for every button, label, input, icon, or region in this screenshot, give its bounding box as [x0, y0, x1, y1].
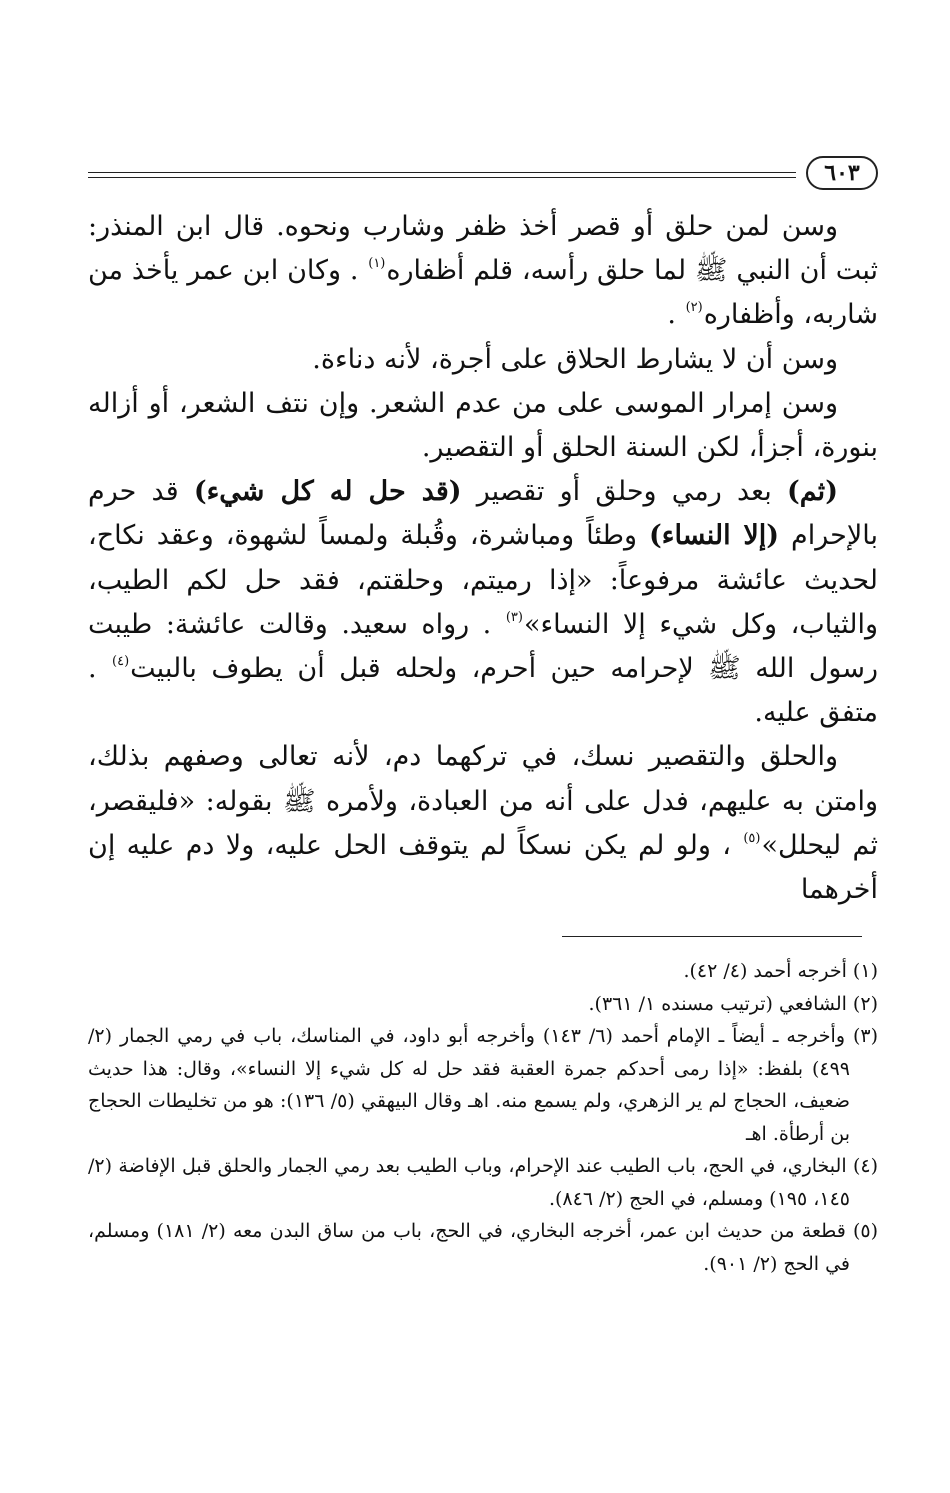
paragraph-4-text-e: . متفق عليه. — [88, 653, 878, 729]
paragraph-4-text-a: بعد رمي وحلق أو تقصير — [461, 476, 787, 508]
paragraph-5-text-b: ، ولو لم يكن نسكاً لم يتوقف الحل عليه، ولا دم عليه إن أخرهما — [88, 829, 878, 906]
paragraph-3: وسن إمرار الموسى على من عدم الشعر. وإن نتف الشعر، أو أزاله بنورة، أجزأ، لكن السنة الحلق أو التقصير. — [88, 387, 878, 464]
paragraph-5-text-a: والحلق والتقصير نسك، في تركهما دم، لأنه تعالى وصفهم بذلك، وامتن به عليهم، فدل على أنه من العبادة، ولأمره ﷺ بقوله: «فليقصر، ثم ليحلل» — [88, 741, 879, 861]
footnote-2: (٢) الشافعي (ترتيب مسنده ١/ ٣٦١). — [588, 992, 878, 1015]
footnote-3: (٣) وأخرجه ـ أيضاً ـ الإمام أحمد (٦/ ١٤٣) وأخرجه أبو داود، في المناسك، باب في رمي الجمار (٢/ ٤٩٩) بلفظ: «إذا رمى أحدكم جمرة العقبة فقد حل له كل شيء إلا النساء»، وقال: هذا حديث ضعيف، الحجاج لم ير الزهري، ولم يسمع منه. اهـ وقال البيهقي (٥/ ١٣٦): هو من تخليطات الحجاج بن أرطأة. اهـ — [88, 1025, 878, 1145]
paragraph-4-text-b: قد حرم بالإحرام — [88, 476, 879, 552]
footnote-5: (٥) قطعة من حديث ابن عمر، أخرجه البخاري، في الحج، باب من ساق البدن معه (٢/ ١٨١) ومسلم، في الحج (٢/ ٩٠١). — [88, 1220, 878, 1275]
paragraph-2: وسن أن لا يشارط الحلاق على أجرة، لأنه دناءة. — [312, 343, 838, 375]
matn-phrase-2: (قد حل له كل شيء) — [193, 476, 462, 508]
header-rule-bottom — [88, 177, 796, 178]
paragraph-1-text-a: وسن لمن حلق أو قصر أخذ ظفر وشارب ونحوه. قال ابن المنذر: ثبت أن النبي ﷺ لما حلق رأسه، قلم أظفاره — [88, 211, 878, 287]
paragraph-4 — [88, 470, 878, 735]
page-number: ٦٠٣ — [806, 156, 878, 190]
footnotes — [88, 955, 878, 1280]
matn-phrase-1: (ثم) — [786, 476, 838, 508]
paragraph-4-text-c: وطئاً ومباشرة، وقُبلة ولمساً لشهوة، وعقد نكاح، لحديث عائشة مرفوعاً: «إذا رميتم، وحلقتم، فقد حل لكم الطيب، والثياب، وكل شيء إلا النساء» — [88, 520, 878, 640]
paragraph-5 — [88, 735, 878, 912]
paragraph-1 — [88, 205, 878, 338]
footnote-4: (٤) البخاري، في الحج، باب الطيب عند الإحرام، وباب الطيب بعد رمي الجمار والحلق قبل الإفاضة (٢/ ١٤٥، ١٩٥) ومسلم، في الحج (٢/ ٨٤٦). — [88, 1155, 878, 1210]
paragraph-4-text-d: . رواه سعيد. وقالت عائشة: طيبت رسول الله ﷺ لإحرامه حين أحرم، ولحله قبل أن يطوف بالبيت — [88, 608, 878, 685]
footnote-1: (١) أخرجه أحمد (٤/ ٤٢). — [683, 960, 878, 982]
main-text — [88, 205, 878, 912]
paragraph-1-text-c: . — [667, 299, 685, 331]
matn-phrase-3: (إلا النساء) — [648, 520, 780, 552]
footnote-ref-4: (٤) — [112, 654, 130, 670]
footnote-ref-2: (٢) — [685, 300, 703, 316]
page-header — [88, 152, 878, 192]
footnote-ref-1: (١) — [368, 256, 386, 272]
header-rule-top — [88, 172, 796, 173]
paragraph-1-text-b: . وكان ابن عمر يأخذ من شاربه، وأظفاره — [88, 255, 878, 331]
footnote-ref-3: (٣) — [505, 609, 523, 625]
footnote-ref-5: (٥) — [743, 830, 761, 846]
footnote-separator — [562, 936, 862, 937]
